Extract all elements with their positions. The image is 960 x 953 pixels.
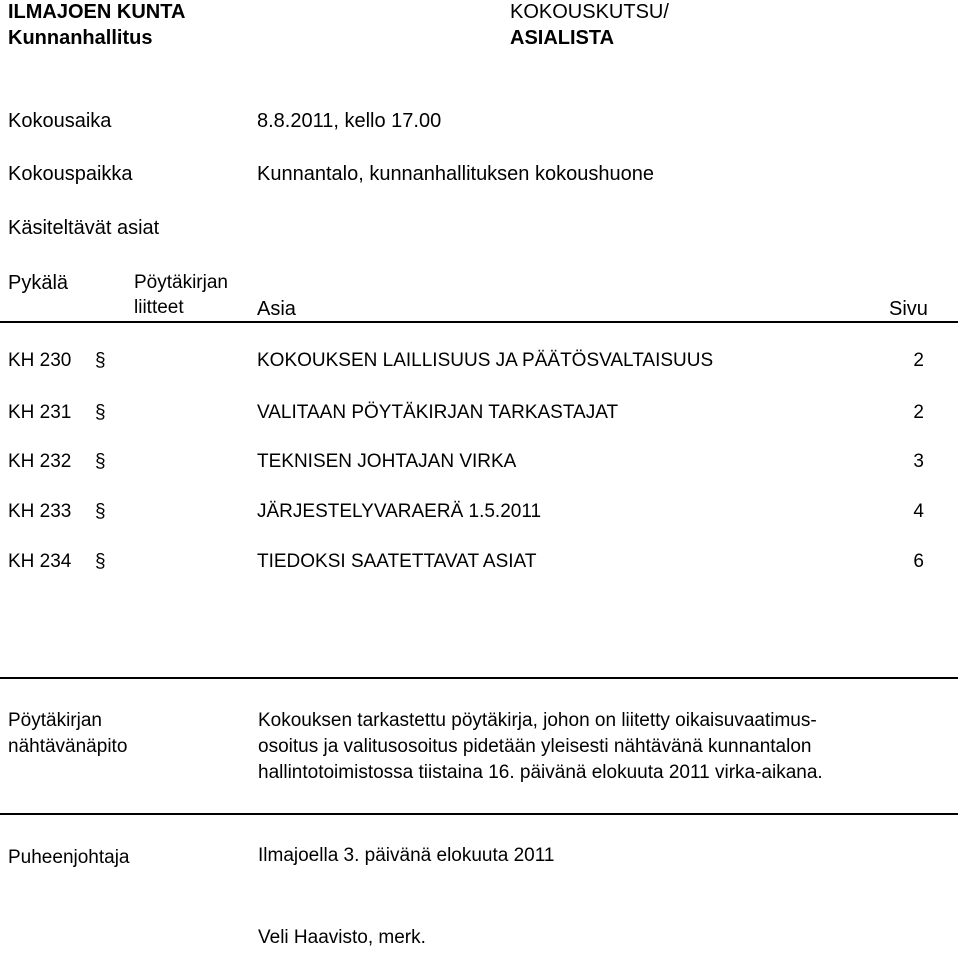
agenda-item-title: VALITAAN PÖYTÄKIRJAN TARKASTAJAT <box>257 402 619 423</box>
header-divider <box>0 321 958 323</box>
signature-place-date: Ilmajoella 3. päivänä elokuuta 2011 <box>258 845 555 866</box>
agenda-item-code: KH 234 <box>8 551 72 572</box>
meeting-time-label: Kokousaika <box>8 110 112 132</box>
minutes-text-line1: Kokouksen tarkastettu pöytäkirja, johon on liitetty oikaisuvaatimus- <box>258 710 817 731</box>
meeting-place-value: Kunnantalo, kunnanhallituksen kokoushuone <box>257 163 654 185</box>
doc-type-line2: ASIALISTA <box>510 27 615 49</box>
agenda-item-page: 4 <box>913 501 924 522</box>
col-subject-header: Asia <box>257 298 296 320</box>
section-symbol: § <box>95 402 106 423</box>
section-symbol: § <box>95 551 106 572</box>
agenda-item-code: KH 233 <box>8 501 72 522</box>
section-symbol: § <box>95 350 106 371</box>
org-name: ILMAJOEN KUNTA <box>8 1 186 23</box>
signature-role: Puheenjohtaja <box>8 847 130 868</box>
agenda-item-page: 2 <box>913 402 924 423</box>
org-unit: Kunnanhallitus <box>8 27 153 49</box>
signature-divider <box>0 813 958 815</box>
agenda-item-page: 2 <box>913 350 924 371</box>
section-symbol: § <box>95 501 106 522</box>
col-section-header: Pykälä <box>8 272 69 294</box>
agenda-heading: Käsiteltävät asiat <box>8 217 160 239</box>
agenda-item-page: 6 <box>913 551 924 572</box>
agenda-item-title: JÄRJESTELYVARAERÄ 1.5.2011 <box>257 501 542 522</box>
agenda-item-title: TEKNISEN JOHTAJAN VIRKA <box>257 451 517 472</box>
signature-signer: Veli Haavisto, merk. <box>258 927 426 948</box>
doc-type-line1: KOKOUSKUTSU/ <box>510 1 669 23</box>
agenda-item-page: 3 <box>913 451 924 472</box>
col-attachments-header-line1: Pöytäkirjan <box>134 272 228 293</box>
col-page-header: Sivu <box>889 298 928 320</box>
minutes-text-line3: hallintotoimistossa tiistaina 16. päivänä elokuuta 2011 virka-aikana. <box>258 762 823 783</box>
minutes-label-line2: nähtävänäpito <box>8 736 128 757</box>
meeting-place-label: Kokouspaikka <box>8 163 133 185</box>
agenda-item-title: KOKOUKSEN LAILLISUUS JA PÄÄTÖSVALTAISUUS <box>257 350 714 371</box>
minutes-text-line2: osoitus ja valitusosoitus pidetään yleisesti nähtävänä kunnantalon <box>258 736 812 757</box>
meeting-time-value: 8.8.2011, kello 17.00 <box>257 110 442 132</box>
agenda-item-code: KH 231 <box>8 402 72 423</box>
col-attachments-header-line2: liitteet <box>134 297 184 318</box>
minutes-label-line1: Pöytäkirjan <box>8 710 102 731</box>
minutes-divider-top <box>0 677 958 679</box>
agenda-item-code: KH 230 <box>8 350 72 371</box>
agenda-item-code: KH 232 <box>8 451 72 472</box>
section-symbol: § <box>95 451 106 472</box>
agenda-item-title: TIEDOKSI SAATETTAVAT ASIAT <box>257 551 537 572</box>
